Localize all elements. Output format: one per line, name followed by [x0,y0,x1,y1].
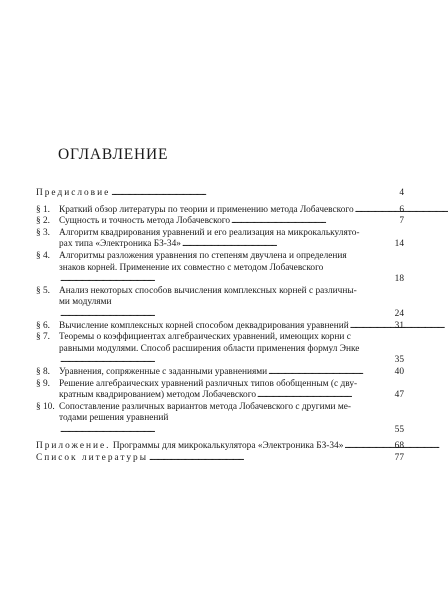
toc-entry-final-line [59,390,404,402]
dot-leader [231,216,398,228]
toc-entry-final-line [59,309,404,321]
section-title [59,205,354,217]
dot-leader [149,453,394,465]
section-title-line: равными модулями. Способ расширения области применения формул Энке [59,343,360,354]
page-number: 35 [394,355,404,366]
toc-entry [36,251,404,286]
toc-entry [36,367,404,379]
toc-entry-line [59,297,404,309]
page-number: 18 [394,274,404,285]
section-title-line: ми модулями [59,297,112,308]
section-title-last: Вычисление комплексных корней способом деквадрирования уравнений [59,320,349,331]
dot-leader [257,390,394,402]
section-title [59,216,230,228]
toc-entry [36,188,404,200]
section-title-last: рах типа «Электроника БЗ-34» [59,239,181,250]
section-number: § 3. [36,227,51,238]
section-title-last: Уравнения, сопряженные с заданными уравнениями [59,366,268,377]
section-number: § 4. [36,250,51,261]
toc-entry [36,321,404,333]
toc-entry-line [36,379,404,391]
section-title-rest: Программы для микрокалькулятора «Электроника БЗ-34» [112,441,344,452]
toc-entry-line [59,344,404,356]
section-title-last: Краткий обзор литературы по теории и применению метода Лобачевского [59,204,354,215]
page-number: 31 [394,320,404,331]
toc-entry [36,286,404,321]
section-title-last: кратным квадрированием) методом Лобачевского [59,390,256,401]
toc-entry-line [36,402,404,414]
section-title-line: Алгоритм квадрирования уравнений и его реализация на микрокалькулято- [59,227,360,238]
page-number: 7 [399,216,404,227]
toc-entry [36,441,404,453]
toc-entry [36,379,404,402]
toc-entry [36,216,404,228]
toc-entry-line [36,228,404,240]
dot-leader [268,367,393,379]
toc-entry-final-line [59,274,404,286]
section-title-line: Теоремы о коэффициентах алгебраических уравнений, имеющих корни с [59,332,351,343]
dot-leader [111,188,398,200]
dot-leader [60,425,394,437]
dot-leader [344,441,393,453]
toc-entry-final-line [59,239,404,251]
section-number: § 6. [36,320,51,331]
toc-entry-line [36,251,404,263]
dot-leader [355,205,399,217]
section-number: § 10. [36,401,55,412]
page-number: 55 [394,424,404,435]
dot-leader [60,309,394,321]
section-lead: Список литературы [36,453,148,464]
section-title [36,441,343,453]
toc-entry-final-line [36,216,404,228]
dot-leader [350,321,394,333]
dot-leader [60,274,394,286]
table-of-contents [36,188,404,465]
page-number: 4 [399,188,404,198]
section-title-line: Сопоставление различных вариантов метода Лобачевского с другими ме- [59,401,352,412]
section-title-last: Сущность и точность метода Лобачевского [59,216,231,227]
toc-entry [36,402,404,437]
page-number: 77 [394,453,404,464]
toc-entry-final-line [59,425,404,437]
page-number: 24 [394,308,404,319]
section-lead: Приложение. [36,441,111,452]
toc-entry-final-line [36,321,404,333]
toc-entry-line [36,332,404,344]
toc-entry-line [59,263,404,275]
page-number: 14 [394,239,404,250]
page-number: 40 [394,366,404,377]
section-number: § 7. [36,332,51,343]
page-number: 68 [394,441,404,452]
section-number: § 2. [36,216,51,227]
section-title-line: знаков корней. Применение их совместно с методом Лобачевского [59,262,324,273]
section-title [59,239,181,251]
toc-entry [36,332,404,367]
section-title [59,367,267,379]
toc-entry-final-line [36,188,404,200]
toc-entry-final-line [36,205,404,217]
toc-entry-line [36,286,404,298]
toc-entry-final-line [59,355,404,367]
section-title-line: Алгоритмы разложения уравнения по степеням двучлена и определения [59,250,347,261]
toc-entry [36,453,404,465]
section-number: § 9. [36,378,51,389]
section-title [59,390,256,402]
dot-leader [60,355,394,367]
toc-entry-final-line [36,441,404,453]
document-page [36,0,404,600]
section-number: § 1. [36,204,51,215]
toc-entry [36,228,404,251]
section-number: § 8. [36,366,51,377]
section-title-line: Анализ некоторых способов вычисления комплексных корней с различны- [59,285,357,296]
toc-entry [36,205,404,217]
page-title: ОГЛАВЛЕНИЕ [58,146,169,163]
toc-entry-final-line [36,367,404,379]
section-number: § 5. [36,285,51,296]
section-title [59,321,349,333]
page-number: 47 [394,390,404,401]
page-number: 6 [399,204,404,215]
toc-entry-line [59,413,404,425]
toc-entry-final-line [36,453,404,465]
section-title [36,453,148,465]
section-title-line: Решение алгебраических уравнений различных типов обобщенным (с дву- [59,378,358,389]
dot-leader [182,239,394,251]
section-title-line: тодами решения уравнений [59,413,169,424]
section-title [36,188,110,200]
section-lead: Предисловие [36,188,111,198]
